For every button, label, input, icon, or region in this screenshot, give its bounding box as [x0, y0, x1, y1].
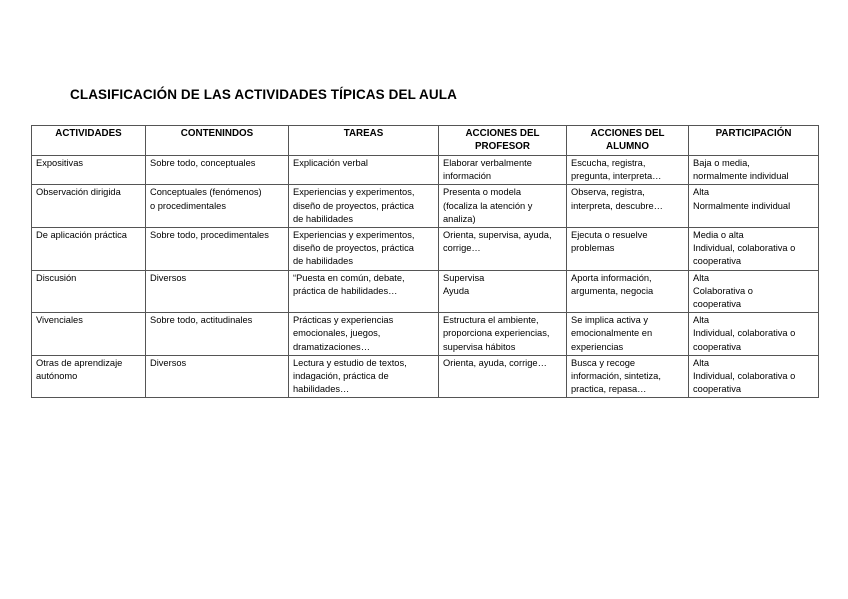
cell-text: Sobre todo, procedimentales — [150, 230, 269, 241]
table-cell-contenidos — [146, 228, 289, 271]
cell-text: Prácticas y experiencias — [293, 315, 394, 326]
table-cell-acciones-alumno — [567, 185, 689, 228]
cell-text: pregunta, interpreta… — [571, 171, 662, 182]
header-text: TAREAS — [343, 128, 384, 139]
cell-text: Observa, registra, — [571, 187, 645, 198]
table-cell-tareas — [289, 185, 439, 228]
table-cell-contenidos — [146, 313, 289, 356]
cell-text: Vivenciales — [36, 315, 83, 326]
header-text: ACCIONES DEL — [590, 128, 665, 139]
cell-text: diseño de proyectos, práctica — [293, 243, 414, 254]
cell-text: Sobre todo, conceptuales — [150, 158, 256, 168]
cell-text: Colaborativa o — [693, 285, 753, 296]
cell-text: (focaliza la atención y — [443, 200, 533, 211]
table-cell-actividades — [32, 270, 146, 313]
table-cell-acciones-profesor — [439, 185, 567, 228]
cell-text: Lectura y estudio de textos, — [293, 357, 407, 368]
cell-text: de habilidades — [293, 213, 353, 224]
activities-table — [31, 125, 819, 398]
column-header-actividades — [32, 126, 146, 156]
cell-text: Se implica activa y — [571, 315, 648, 326]
table-cell-tareas — [289, 228, 439, 271]
table-cell-participacion — [689, 156, 819, 185]
column-header-contenidos — [146, 126, 289, 156]
cell-text: Normalmente individual — [693, 200, 791, 211]
table-cell-tareas — [289, 270, 439, 313]
cell-text: Conceptuales (fenómenos) — [150, 187, 262, 198]
cell-text: Busca y recoge — [571, 357, 636, 368]
cell-text: diseño de proyectos, práctica — [293, 200, 414, 211]
cell-text: cooperativa — [693, 341, 742, 352]
table-cell-contenidos — [146, 185, 289, 228]
cell-text: proporciona experiencias, — [443, 328, 550, 339]
table-cell-acciones-alumno — [567, 355, 689, 398]
table-cell-participacion — [689, 270, 819, 313]
table-cell-participacion — [689, 228, 819, 271]
cell-text: Orienta, ayuda, corrige… — [443, 357, 547, 368]
table-cell-contenidos — [146, 156, 289, 185]
header-text: CONTENINDOS — [180, 128, 254, 139]
cell-text: Escucha, registra, — [571, 158, 646, 168]
cell-text: Observación dirigida — [36, 187, 121, 198]
table-cell-acciones-alumno — [567, 228, 689, 271]
table-cell-actividades — [32, 156, 146, 185]
cell-text: Diversos — [150, 357, 187, 368]
cell-text: emocionales, juegos, — [293, 328, 381, 339]
table-cell-acciones-alumno — [567, 313, 689, 356]
cell-text: autónomo — [36, 371, 78, 382]
table-row — [32, 313, 819, 356]
header-text: ALUMNO — [606, 141, 649, 153]
cell-text: Experiencias y experimentos, — [293, 230, 415, 241]
table-cell-actividades — [32, 355, 146, 398]
table-cell-actividades — [32, 185, 146, 228]
cell-text: Elaborar verbalmente — [443, 158, 532, 168]
cell-text: Aporta información, — [571, 272, 652, 283]
cell-text: Diversos — [150, 272, 187, 283]
table-cell-contenidos — [146, 270, 289, 313]
table-row — [32, 355, 819, 398]
cell-text: Alta — [693, 187, 710, 198]
cell-text: Baja o media, — [693, 158, 750, 168]
cell-text: Sobre todo, actitudinales — [150, 315, 253, 326]
cell-text: Individual, colaborativa o — [693, 371, 796, 382]
cell-text: cooperativa — [693, 299, 742, 310]
cell-text: normalmente individual — [693, 171, 789, 182]
cell-text: Discusión — [36, 272, 77, 283]
cell-text: cooperativa — [693, 384, 742, 395]
cell-text: analiza) — [443, 213, 476, 224]
cell-text: Estructura el ambiente, — [443, 315, 539, 326]
cell-text: Alta — [693, 357, 710, 368]
cell-text: Ayuda — [443, 285, 470, 296]
cell-text: corrige… — [443, 243, 481, 254]
cell-text: Individual, colaborativa o — [693, 328, 796, 339]
table-cell-acciones-profesor — [439, 313, 567, 356]
cell-text: información, sintetiza, — [571, 371, 661, 382]
cell-text: o procedimentales — [150, 200, 226, 211]
cell-text: supervisa hábitos — [443, 341, 516, 352]
table-cell-contenidos — [146, 355, 289, 398]
table-row — [32, 156, 819, 185]
column-header-acciones-profesor — [439, 126, 567, 156]
cell-text: Orienta, supervisa, ayuda, — [443, 230, 552, 241]
cell-text: Otras de aprendizaje — [36, 357, 123, 368]
cell-text: cooperativa — [693, 256, 742, 267]
table-cell-actividades — [32, 313, 146, 356]
cell-text: emocionalmente en — [571, 328, 653, 339]
cell-text: interpreta, descubre… — [571, 200, 663, 211]
header-text: ACCIONES DEL — [465, 128, 540, 139]
cell-text: Alta — [693, 272, 710, 283]
table-cell-participacion — [689, 185, 819, 228]
column-header-acciones-alumno — [567, 126, 689, 156]
cell-text: Ejecuta o resuelve — [571, 230, 648, 241]
cell-text: Presenta o modela — [443, 187, 522, 198]
table-cell-actividades — [32, 228, 146, 271]
cell-text: Supervisa — [443, 272, 485, 283]
table-cell-participacion — [689, 355, 819, 398]
header-text: PROFESOR — [475, 141, 530, 153]
cell-text: Alta — [693, 315, 710, 326]
cell-text: práctica de habilidades… — [293, 285, 398, 296]
cell-text: de habilidades — [293, 256, 353, 267]
page-title: CLASIFICACIÓN DE LAS ACTIVIDADES TÍPICAS DEL AULA — [70, 87, 457, 102]
column-header-participacion — [689, 126, 819, 156]
cell-text: “Puesta en común, debate, — [293, 272, 405, 283]
cell-text: Media o alta — [693, 230, 744, 241]
header-text: PARTICIPACIÓN — [715, 128, 792, 139]
header-row — [32, 126, 819, 156]
cell-text: indagación, práctica de — [293, 371, 389, 382]
cell-text: practica, repasa… — [571, 384, 647, 395]
table-body — [32, 156, 819, 398]
cell-text: dramatizaciones… — [293, 341, 370, 352]
cell-text: habilidades… — [293, 384, 350, 395]
table-cell-tareas — [289, 156, 439, 185]
table-row — [32, 228, 819, 271]
cell-text: argumenta, negocia — [571, 285, 654, 296]
table-header — [32, 126, 819, 156]
table-cell-tareas — [289, 355, 439, 398]
cell-text: Explicación verbal — [293, 158, 368, 168]
table-cell-acciones-profesor — [439, 156, 567, 185]
cell-text: Expositivas — [36, 158, 84, 168]
cell-text: De aplicación práctica — [36, 230, 127, 241]
table-row — [32, 270, 819, 313]
cell-text: problemas — [571, 243, 615, 254]
table-cell-acciones-profesor — [439, 355, 567, 398]
column-header-tareas — [289, 126, 439, 156]
table-cell-acciones-profesor — [439, 228, 567, 271]
cell-text: información — [443, 171, 492, 182]
table-cell-acciones-alumno — [567, 156, 689, 185]
cell-text: Experiencias y experimentos, — [293, 187, 415, 198]
table-cell-tareas — [289, 313, 439, 356]
table-cell-acciones-alumno — [567, 270, 689, 313]
table-row — [32, 185, 819, 228]
table-cell-acciones-profesor — [439, 270, 567, 313]
cell-text: experiencias — [571, 341, 624, 352]
table-cell-participacion — [689, 313, 819, 356]
cell-text: Individual, colaborativa o — [693, 243, 796, 254]
header-text: ACTIVIDADES — [55, 128, 122, 139]
